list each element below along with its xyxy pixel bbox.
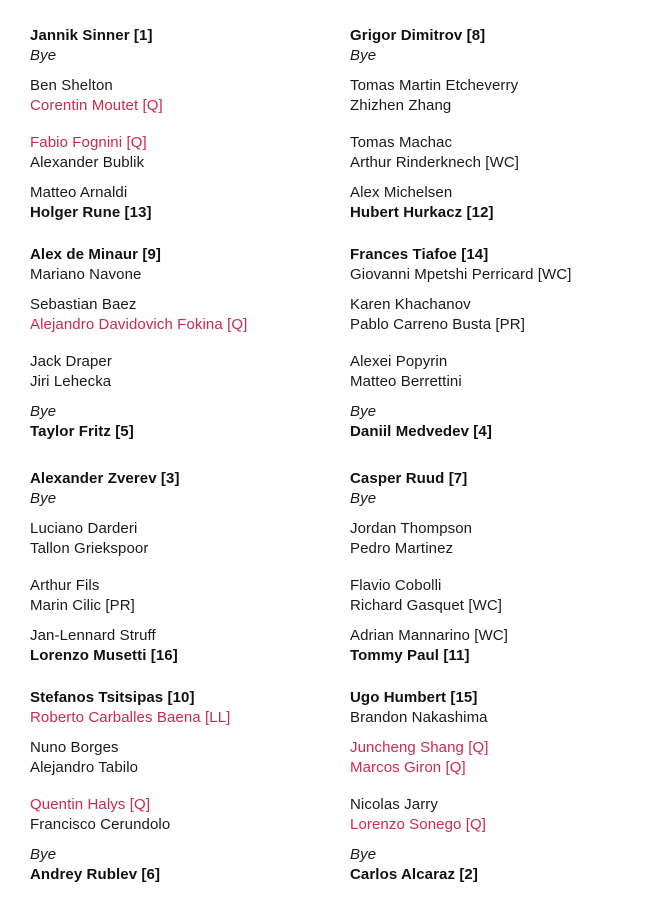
- player-name: Corentin Moutet [Q]: [30, 97, 163, 114]
- player-name: Giovanni Mpetshi Perricard [WC]: [350, 266, 572, 283]
- bye-entry: Bye: [350, 490, 377, 507]
- bye-entry: Bye: [30, 490, 57, 507]
- player-name: Fabio Fognini [Q]: [30, 134, 147, 151]
- bye-entry: Bye: [350, 47, 377, 64]
- player-name: Arthur Rinderknech [WC]: [350, 154, 520, 171]
- seeded-player: Jannik Sinner [1]: [30, 27, 153, 44]
- bye-entry: Bye: [350, 846, 377, 863]
- seeded-player: Holger Rune [13]: [30, 204, 152, 221]
- player-name: Lorenzo Sonego [Q]: [350, 816, 487, 833]
- player-name: Ben Shelton: [30, 77, 113, 94]
- player-name: Zhizhen Zhang: [350, 97, 452, 114]
- bye-entry: Bye: [30, 846, 57, 863]
- player-name: Karen Khachanov: [350, 296, 471, 313]
- player-name: Matteo Arnaldi: [30, 184, 128, 201]
- player-name: Jan-Lennard Struff: [30, 627, 156, 644]
- seeded-player: Alexander Zverev [3]: [30, 470, 180, 487]
- player-name: Alejandro Davidovich Fokina [Q]: [30, 316, 248, 333]
- player-name: Matteo Berrettini: [350, 373, 462, 390]
- player-name: Tomas Machac: [350, 134, 453, 151]
- player-name: Roberto Carballes Baena [LL]: [30, 709, 231, 726]
- player-name: Quentin Halys [Q]: [30, 796, 151, 813]
- player-name: Adrian Mannarino [WC]: [350, 627, 508, 644]
- seeded-player: Ugo Humbert [15]: [350, 689, 478, 706]
- player-name: Nuno Borges: [30, 739, 119, 756]
- seeded-player: Casper Ruud [7]: [350, 470, 468, 487]
- seeded-player: Grigor Dimitrov [8]: [350, 27, 486, 44]
- player-name: Alexander Bublik: [30, 154, 145, 171]
- seeded-player: Andrey Rublev [6]: [30, 866, 161, 883]
- player-name: Pedro Martinez: [350, 540, 454, 557]
- player-name: Francisco Cerundolo: [30, 816, 171, 833]
- seeded-player: Carlos Alcaraz [2]: [350, 866, 478, 883]
- seeded-player: Lorenzo Musetti [16]: [30, 647, 178, 664]
- player-name: Pablo Carreno Busta [PR]: [350, 316, 525, 333]
- player-name: Luciano Darderi: [30, 520, 138, 537]
- player-name: Flavio Cobolli: [350, 577, 442, 594]
- player-name: Arthur Fils: [30, 577, 100, 594]
- player-name: Tallon Griekspoor: [30, 540, 149, 557]
- player-name: Brandon Nakashima: [350, 709, 488, 726]
- player-name: Tomas Martin Etcheverry: [350, 77, 519, 94]
- player-name: Alejandro Tabilo: [30, 759, 139, 776]
- player-name: Alexei Popyrin: [350, 353, 448, 370]
- seeded-player: Daniil Medvedev [4]: [350, 423, 492, 440]
- bye-entry: Bye: [30, 47, 57, 64]
- player-name: Alex Michelsen: [350, 184, 453, 201]
- seeded-player: Tommy Paul [11]: [350, 647, 470, 664]
- player-name: Jack Draper: [30, 353, 112, 370]
- player-name: Jiri Lehecka: [30, 373, 112, 390]
- seeded-player: Stefanos Tsitsipas [10]: [30, 689, 195, 706]
- player-name: Marcos Giron [Q]: [350, 759, 466, 776]
- bye-entry: Bye: [30, 403, 57, 420]
- seeded-player: Frances Tiafoe [14]: [350, 246, 489, 263]
- seeded-player: Alex de Minaur [9]: [30, 246, 161, 263]
- player-name: Juncheng Shang [Q]: [350, 739, 489, 756]
- seeded-player: Hubert Hurkacz [12]: [350, 204, 494, 221]
- seeded-player: Taylor Fritz [5]: [30, 423, 134, 440]
- player-name: Mariano Navone: [30, 266, 142, 283]
- bye-entry: Bye: [350, 403, 377, 420]
- player-name: Sebastian Baez: [30, 296, 137, 313]
- player-name: Nicolas Jarry: [350, 796, 438, 813]
- player-name: Richard Gasquet [WC]: [350, 597, 503, 614]
- player-name: Jordan Thompson: [350, 520, 473, 537]
- player-name: Marin Cilic [PR]: [30, 597, 135, 614]
